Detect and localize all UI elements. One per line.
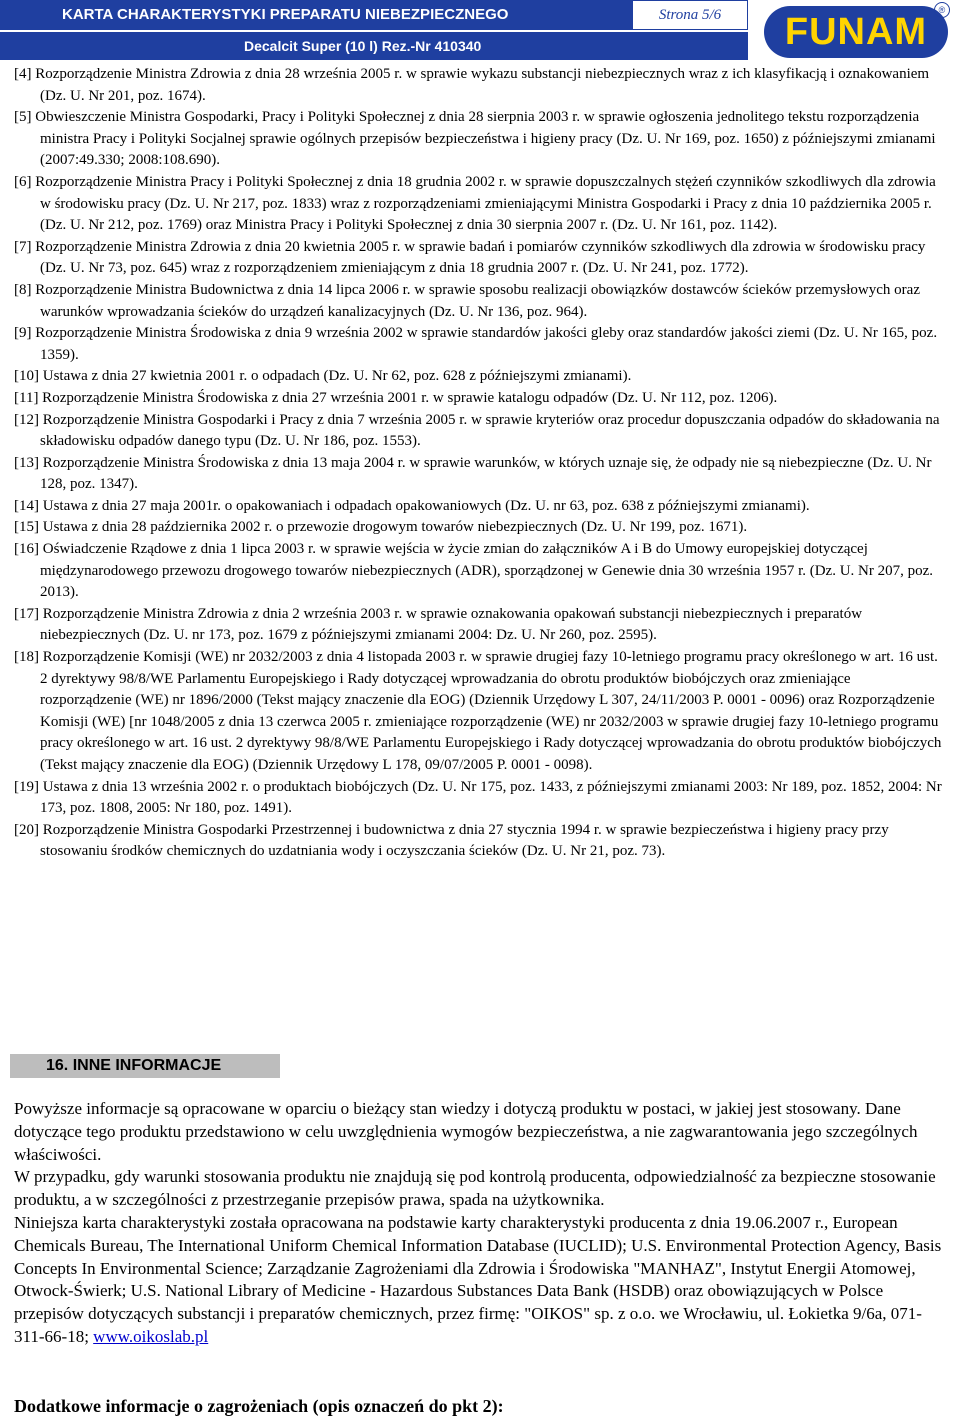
reference-item: [8] Rozporządzenie Ministra Budownictwa z dnia 14 lipca 2006 r. w sprawie sposobu realizacji obowiązków dostawców ścieków przemysłowych oraz warunków wprowadzania ścieków do urządzeń kanalizacyjnych (Dz. U. Nr 136, poz. 964). <box>14 281 920 320</box>
reference-item: [16] Oświadczenie Rządowe z dnia 1 lipca 2003 r. w sprawie wejścia w życie zmian do załączników A i B do Umowy europejskiej dotyczącej międzynarodowego przewozu drogowego towarów niebezpiecznych (ADR), sporządzonej w Genewie dnia 30 września 1957 r. (Dz. U. Nr 207, poz. 2013). <box>14 541 934 601</box>
reference-item: [11] Rozporządzenie Ministra Środowiska z dnia 27 września 2001 r. w sprawie katalogu odpadów (Dz. U. Nr 112, poz. 1206). <box>14 389 778 406</box>
product-name: Decalcit Super (10 l) Rez.-Nr 410340 <box>0 32 748 60</box>
page-header <box>0 0 960 62</box>
paragraph-sources <box>14 1212 946 1349</box>
page-number: Strona 5/6 <box>632 0 748 30</box>
reference-list <box>14 64 944 863</box>
additional-hazard-info-heading: Dodatkowe informacje o zagrożeniach (opis oznaczeń do pkt 2): <box>14 1396 504 1416</box>
reference-item: [5] Obwieszczenie Ministra Gospodarki, Pracy i Polityki Społecznej z dnia 28 sierpnia 2003 r. w sprawie ogłoszenia jednolitego tekstu rozporządzenia ministra Pracy i Polityki Socjalnej sprawie ogólnych przepisów bezpieczeństwa i higieny pracy (Dz. U. Nr 169, poz. 1650) z późniejszymi zmianami (2007:49.330; 2008:108.690). <box>14 109 936 169</box>
other-information-body <box>14 1098 946 1349</box>
reference-item: [7] Rozporządzenie Ministra Zdrowia z dnia 20 kwietnia 2005 r. w sprawie badań i pomiarów czynników szkodliwych dla zdrowia w środowisku pracy (Dz. U. Nr 73, poz. 645) wraz z rozporządzeniem zmieniającym z dnia 18 grudnia 2007 r. (Dz. U. Nr 241, poz. 1772). <box>14 238 926 277</box>
reference-item: [4] Rozporządzenie Ministra Zdrowia z dnia 28 września 2005 r. w sprawie wykazu substancji niebezpiecznych wraz z ich klasyfikacją i oznakowaniem (Dz. U. Nr 201, poz. 1674). <box>14 66 930 104</box>
reference-item: [18] Rozporządzenie Komisji (WE) nr 2032/2003 z dnia 4 listopada 2003 r. w sprawie drugiej fazy 10-letniego programu pracy określonego w art. 16 ust. 2 dyrektywy 98/8/WE Parlamentu Europejskiego i Rady dotyczącej wprowadzania do obrotu produktów biobójczych oraz zmieniające rozporządzenie (WE) nr 1896/2000 (Tekst mający znaczenie dla EOG) (Dziennik Urzędowy L 307, 24/11/2003 P. 0001 - 0096) oraz Rozporządzenie Komisji (WE) [nr 1048/2005 z dnia 13 czerwca 2005 r. zmieniające rozporządzenie (WE) nr 2032/2003 w sprawie drugiej fazy 10-letniego programu pracy określonego w art. 16 ust. 2 dyrektywy 98/8/WE Parlamentu Europejskiego i Rady dotyczącej wprowadzania do obrotu produktów biobójczych (Tekst mający znaczenie dla EOG) (Dziennik Urzędowy L 178, 09/07/2005 P. 0001 - 0098). <box>14 649 942 773</box>
paragraph: W przypadku, gdy warunki stosowania produktu nie znajdują się pod kontrolą producenta, odpowiedzialność za bezpieczne stosowanie produktu, a w szczególności z przestrzeganie przepisów prawa, spada na użytkownika. <box>14 1167 936 1210</box>
document-title: KARTA CHARAKTERYSTYKI PREPARATU NIEBEZPIECZNEGO <box>0 0 748 30</box>
reference-item: [12] Rozporządzenie Ministra Gospodarki i Pracy z dnia 7 września 2005 r. w sprawie kryteriów oraz procedur dopuszczania odpadów do składowania na składowisku odpadów danego typu (Dz. U. Nr 186, poz. 1553). <box>14 411 940 450</box>
reference-item: [9] Rozporządzenie Ministra Środowiska z dnia 9 września 2002 w sprawie standardów jakości gleby oraz standardów jakości ziemi (Dz. U. Nr 165, poz. 1359). <box>14 325 938 363</box>
reference-item: [13] Rozporządzenie Ministra Środowiska z dnia 13 maja 2004 r. w sprawie warunków, w których uznaje się, że odpady nie są niebezpieczne (Dz. U. Nr 128, poz. 1347). <box>14 454 932 493</box>
oikoslab-link[interactable]: www.oikoslab.pl <box>93 1326 209 1346</box>
paragraph: Powyższe informacje są opracowane w oparciu o bieżący stan wiedzy i dotyczą produktu w postaci, w jakiej jest stosowany. Dane dotyczące tego produktu przedstawiono w celu uwzględnienia wymogów bezpieczeństwa, a nie zagwarantowania jego szczególnych właściwości. <box>14 1099 918 1164</box>
funam-logo <box>764 6 948 58</box>
logo-text: FUNAM <box>784 11 928 53</box>
reference-item: [20] Rozporządzenie Ministra Gospodarki Przestrzennej i budownictwa z dnia 27 stycznia 1994 r. w sprawie bezpieczeństwa i higieny pracy przy stosowaniu środków chemicznych do uzdatniania wody i oczyszczania ścieków (Dz. U. Nr 21, poz. 73). <box>14 821 889 860</box>
reference-item: [14] Ustawa z dnia 27 maja 2001r. o opakowaniach i odpadach opakowaniowych (Dz. U. nr 63, poz. 638 z późniejszymi zmianami). <box>14 497 810 514</box>
registered-mark-icon: ® <box>934 2 950 18</box>
reference-item: [17] Rozporządzenie Ministra Zdrowia z dnia 2 września 2003 r. w sprawie oznakowania opakowań substancji niebezpiecznych i preparatów niebezpiecznych (Dz. U. nr 173, poz. 1679 z późniejszymi zmianami 2004: Dz. U. Nr 260, poz. 2595). <box>14 605 863 644</box>
paragraph-text: Niniejsza karta charakterystyki została opracowana na podstawie karty charakterystyki producenta z dnia 19.06.2007 r., European Chemicals Bureau, The International Uniform Chemical Information Database (IUCLID); U.S. Environmental Protection Agency, Basis Concepts In Environmental Science; Zarządzanie Zagrożeniami dla Zdrowia i Środowiska "MANHAZ", Instytut Energii Atomowej, Otwock-Świerk; U.S. National Library of Medicine - Hazardous Substances Data Bank (HSDB) oraz obowiązujących w Polsce przepisów dotyczących substancji i preparatów chemicznych, przez firmę: "OIKOS" sp. z o.o. we Wrocławiu, ul. Łokietka 9/6a, 071-311-66-18; <box>14 1212 942 1346</box>
reference-item: [15] Ustawa z dnia 28 października 2002 r. o przewozie drogowym towarów niebezpiecznych (Dz. U. Nr 199, poz. 1671). <box>14 519 748 536</box>
reference-item: [19] Ustawa z dnia 13 września 2002 r. o produktach biobójczych (Dz. U. Nr 175, poz. 1433, z późniejszymi zmianami 2003: Nr 189, poz. 1852, 2004: Nr 173, poz. 1808, 2005: Nr 180, poz. 1491). <box>14 778 942 817</box>
section-heading-other-information: 16. INNE INFORMACJE <box>10 1054 280 1078</box>
reference-item: [6] Rozporządzenie Ministra Pracy i Polityki Społecznej z dnia 18 grudnia 2002 r. w sprawie dopuszczalnych stężeń czynników szkodliwych dla zdrowia w środowisku pracy (Dz. U. Nr 217, poz. 1833) wraz z rozporządzeniami zmieniającymi Ministra Gospodarki i Pracy z dnia 10 października 2005 r. (Dz. U. Nr 212, poz. 1769) oraz Ministra Pracy i Polityki Społecznej z dnia 30 sierpnia 2007 r. (Dz. U. Nr 161, poz. 1142). <box>14 173 936 234</box>
reference-item: [10] Ustawa z dnia 27 kwietnia 2001 r. o odpadach (Dz. U. Nr 62, poz. 628 z późniejszymi zmianami). <box>14 368 632 385</box>
